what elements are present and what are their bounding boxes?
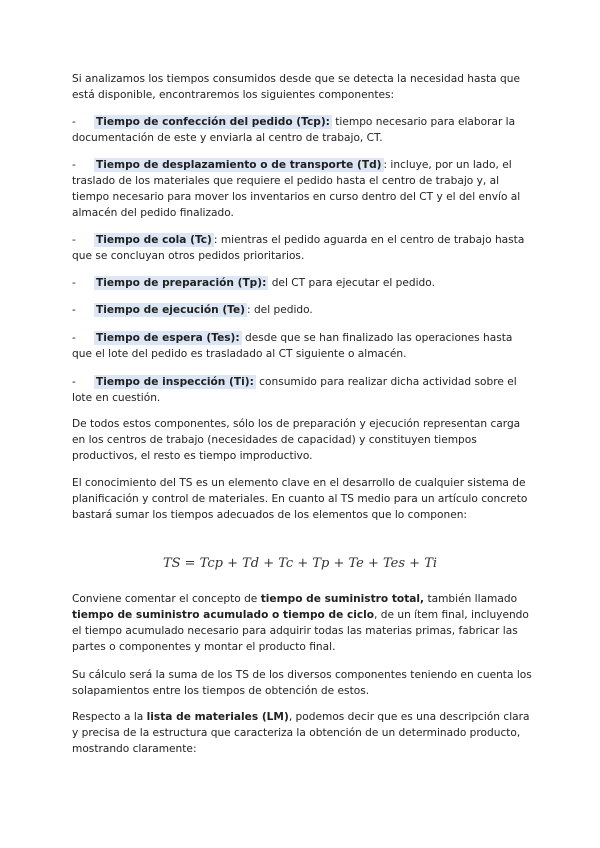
desc-tp: del CT para ejecutar el pedido. xyxy=(268,277,435,289)
list-item xyxy=(72,157,532,221)
bold-lista-materiales: lista de materiales (LM) xyxy=(146,711,289,723)
list-item xyxy=(72,302,532,318)
list-item xyxy=(72,275,532,291)
desc-te: : del pedido. xyxy=(247,304,313,316)
paragraph-tiempo-total: Conviene comentar el concepto de tiempo de suministro total, también llamado tiempo de suministro acumulado o tiempo de ciclo, de un ítem final, incluyendo el tiempo acumulado necesario para adquirir todas las materias primas, fabricar las partes o componentes y montar el producto final. xyxy=(72,593,529,653)
list-item xyxy=(72,232,532,264)
ts-formula: TS = Tcp + Td + Tc + Tp + Te + Tes + Ti xyxy=(162,556,438,571)
list-item xyxy=(72,374,532,406)
paragraph-lm: Respecto a la lista de materiales (LM), podemos decir que es una descripción clara y precisa de la estructura que caracteriza la obtención de un determinado producto, mostrando claramente: xyxy=(72,711,530,755)
list-dash: - xyxy=(72,376,76,388)
list-item xyxy=(72,114,532,146)
paragraph-ts: El conocimiento del TS es un elemento clave en el desarrollo de cualquier sistema de planificación y control de materiales. En cuanto al TS medio para un artículo concreto bastará sumar los tiempos adecuados de los elementos que lo componen: xyxy=(72,477,528,521)
term-td: Tiempo de desplazamiento o de transporte (Td) xyxy=(96,159,382,171)
desc-ti: consumido para realizar dicha actividad sobre el lote en cuestión. xyxy=(72,376,517,404)
term-tc: Tiempo de cola (Tc) xyxy=(96,234,212,246)
paragraph-calculo: Su cálculo será la suma de los TS de los diversos componentes teniendo en cuenta los solapamientos entre los tiempos de obtención de estos. xyxy=(72,669,532,697)
term-te: Tiempo de ejecución (Te) xyxy=(96,304,246,316)
bold-tiempo-total: tiempo de suministro total, xyxy=(260,593,425,605)
intro-paragraph: Si analizamos los tiempos consumidos desde que se detecta la necesidad hasta que está disponible, encontraremos los siguientes componentes: xyxy=(72,73,520,101)
term-tes: Tiempo de espera (Tes): xyxy=(96,332,240,344)
term-ti: Tiempo de inspección (Ti): xyxy=(96,376,254,388)
bold-tiempo-ciclo: tiempo de suministro acumulado o tiempo de ciclo xyxy=(72,609,375,621)
term-tcp: Tiempo de confección del pedido (Tcp): xyxy=(96,116,330,128)
list-dash: - xyxy=(72,332,76,344)
paragraph-carga: De todos estos componentes, sólo los de preparación y ejecución representan carga en los centros de trabajo (necesidades de capacidad) y constituyen tiempos productivos, el resto es tiempo improductivo. xyxy=(72,418,521,462)
list-dash: - xyxy=(72,277,76,289)
desc-tcp: tiempo necesario para elaborar la documentación de este y enviarla al centro de trabajo, CT. xyxy=(72,116,516,144)
list-dash: - xyxy=(72,234,76,246)
desc-tc: : mientras el pedido aguarda en el centro de trabajo hasta que se concluyan otros pedidos prioritarios. xyxy=(72,234,525,262)
list-dash: - xyxy=(72,304,76,316)
list-dash: - xyxy=(72,159,76,171)
desc-td: : incluye, por un lado, el traslado de los materiales que requiere el pedido hasta el centro de trabajo y, al tiempo necesario para mover los inventarios en curso dentro del CT y el del envío al almacén del pedido finalizado. xyxy=(72,159,521,219)
term-tp: Tiempo de preparación (Tp): xyxy=(96,277,267,289)
list-dash: - xyxy=(72,116,76,128)
list-item xyxy=(72,330,532,362)
desc-tes: desde que se han finalizado las operaciones hasta que el lote del pedido es trasladado al CT siguiente o almacén. xyxy=(72,332,513,360)
